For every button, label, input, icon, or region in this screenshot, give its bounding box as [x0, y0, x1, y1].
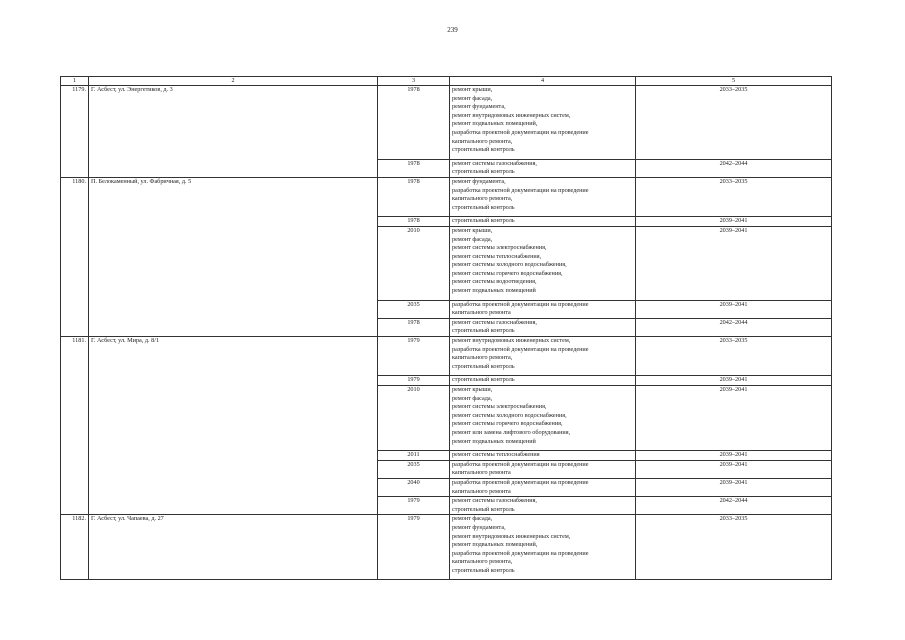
work-item: разработка проектной документации на проведение [452, 300, 589, 308]
period-cell: 2039–2041 [636, 478, 832, 496]
works-cell [450, 497, 636, 515]
page-number: 239 [447, 26, 458, 34]
year-cell: 1978 [378, 318, 450, 336]
work-item: ремонт фасада, [452, 235, 493, 243]
entry-number: 1180. [61, 177, 89, 336]
table-row [61, 86, 832, 160]
work-item: разработка проектной документации на проведение [452, 460, 589, 468]
work-item: строительный контроль [452, 376, 515, 384]
year-cell: 1979 [378, 376, 450, 386]
table-row [61, 515, 832, 580]
work-item: разработка проектной документации на проведение [452, 549, 589, 557]
entry-number: 1181. [61, 337, 89, 515]
year-cell: 2040 [378, 478, 450, 496]
work-item: капитального ремонта [452, 469, 511, 477]
works-cell [450, 217, 636, 227]
period-cell: 2039–2041 [636, 451, 832, 461]
work-item: капитального ремонта [452, 309, 511, 317]
work-item: разработка проектной документации на проведение [452, 128, 589, 136]
work-item: ремонт системы газоснабжения, [452, 497, 537, 505]
work-item: ремонт системы газоснабжения, [452, 159, 537, 167]
work-item: ремонт системы горячего водоснабжения, [452, 420, 563, 428]
table-row [61, 177, 832, 216]
work-item: ремонт подвальных помещений, [452, 120, 538, 128]
work-item: ремонт системы электроснабжения, [452, 244, 547, 252]
works-cell [450, 300, 636, 318]
work-item: капитального ремонта, [452, 137, 513, 145]
works-cell [450, 226, 636, 300]
period-cell: 2039–2041 [636, 376, 832, 386]
work-item: капитального ремонта, [452, 354, 513, 362]
work-item: капитального ремонта [452, 487, 511, 495]
entry-number: 1179. [61, 86, 89, 178]
work-item: капитального ремонта, [452, 558, 513, 566]
year-cell: 1979 [378, 515, 450, 580]
works-cell [450, 337, 636, 376]
column-header: 4 [450, 77, 636, 86]
work-item: разработка проектной документации на проведение [452, 186, 589, 194]
work-item: ремонт фундамента, [452, 177, 506, 185]
work-item: строительный контроль [452, 217, 515, 225]
work-item: строительный контроль [452, 203, 515, 211]
works-cell [450, 478, 636, 496]
period-cell: 2033–2035 [636, 337, 832, 376]
period-cell: 2042–2044 [636, 497, 832, 515]
work-item: ремонт внутридомовых инженерных систем, [452, 111, 571, 119]
work-item: ремонт системы теплоснабжения, [452, 252, 542, 260]
period-cell: 2033–2035 [636, 177, 832, 216]
period-cell: 2039–2041 [636, 386, 832, 451]
year-cell: 1979 [378, 337, 450, 376]
works-cell [450, 177, 636, 216]
work-item: ремонт фасада, [452, 394, 493, 402]
work-item: строительный контроль [452, 566, 515, 574]
building-address: Г. Асбест, ул. Мира, д. 8/1 [89, 337, 378, 515]
works-cell [450, 451, 636, 461]
year-cell: 1978 [378, 217, 450, 227]
works-cell [450, 386, 636, 451]
table-row [61, 337, 832, 376]
year-cell: 1978 [378, 159, 450, 177]
repair-schedule-table [60, 76, 832, 580]
year-cell: 1979 [378, 497, 450, 515]
building-address: Г. Асбест, ул. Энергетиков, д. 3 [89, 86, 378, 178]
works-cell [450, 318, 636, 336]
work-item: разработка проектной документации на проведение [452, 345, 589, 353]
work-item: ремонт системы горячего водоснабжения, [452, 269, 563, 277]
work-item: ремонт системы газоснабжения, [452, 318, 537, 326]
work-item: ремонт фундамента, [452, 103, 506, 111]
column-header: 2 [89, 77, 378, 86]
work-item: ремонт или замена лифтового оборудования, [452, 428, 571, 436]
work-item: ремонт системы электроснабжения, [452, 403, 547, 411]
work-item: ремонт фундамента, [452, 523, 506, 531]
work-item: ремонт подвальных помещений, [452, 541, 538, 549]
year-cell: 2011 [378, 451, 450, 461]
work-item: ремонт крыши, [452, 226, 493, 234]
work-item: разработка проектной документации на проведение [452, 478, 589, 486]
year-cell: 2035 [378, 460, 450, 478]
work-item: ремонт крыши, [452, 86, 493, 93]
year-cell: 2035 [378, 300, 450, 318]
column-number-row [61, 77, 832, 86]
work-item: капитального ремонта, [452, 195, 513, 203]
column-header: 5 [636, 77, 832, 86]
work-item: ремонт фасада, [452, 515, 493, 523]
works-cell [450, 86, 636, 160]
building-address: Г. Асбест, ул. Чапаева, д. 27 [89, 515, 378, 580]
work-item: ремонт подвальных помещений [452, 437, 536, 445]
work-item: ремонт системы холодного водоснабжения, [452, 411, 567, 419]
work-item: ремонт подвальных помещений [452, 287, 536, 295]
work-item: ремонт внутридомовых инженерных систем, [452, 532, 571, 540]
work-item: ремонт системы теплоснабжения [452, 451, 540, 459]
work-item: строительный контроль [452, 362, 515, 370]
period-cell: 2039–2041 [636, 226, 832, 300]
year-cell: 2010 [378, 386, 450, 451]
work-item: строительный контроль [452, 505, 515, 513]
building-address: П. Белокаменный, ул. Фабричная, д. 5 [89, 177, 378, 336]
period-cell: 2042–2044 [636, 159, 832, 177]
period-cell: 2033–2035 [636, 515, 832, 580]
work-item: строительный контроль [452, 327, 515, 335]
work-item: строительный контроль [452, 168, 515, 176]
work-item: ремонт системы водоотведения, [452, 278, 537, 286]
work-item: ремонт внутридомовых инженерных систем, [452, 337, 571, 345]
period-cell: 2039–2041 [636, 460, 832, 478]
period-cell: 2039–2041 [636, 300, 832, 318]
work-item: ремонт крыши, [452, 386, 493, 393]
work-item: ремонт системы холодного водоснабжения, [452, 261, 567, 269]
works-cell [450, 460, 636, 478]
column-header: 1 [61, 77, 89, 86]
year-cell: 1978 [378, 86, 450, 160]
period-cell: 2042–2044 [636, 318, 832, 336]
works-cell [450, 515, 636, 580]
works-cell [450, 376, 636, 386]
works-cell [450, 159, 636, 177]
year-cell: 1978 [378, 177, 450, 216]
work-item: строительный контроль [452, 146, 515, 154]
period-cell: 2033–2035 [636, 86, 832, 160]
column-header: 3 [378, 77, 450, 86]
entry-number: 1182. [61, 515, 89, 580]
period-cell: 2039–2041 [636, 217, 832, 227]
work-item: ремонт фасада, [452, 94, 493, 102]
year-cell: 2010 [378, 226, 450, 300]
